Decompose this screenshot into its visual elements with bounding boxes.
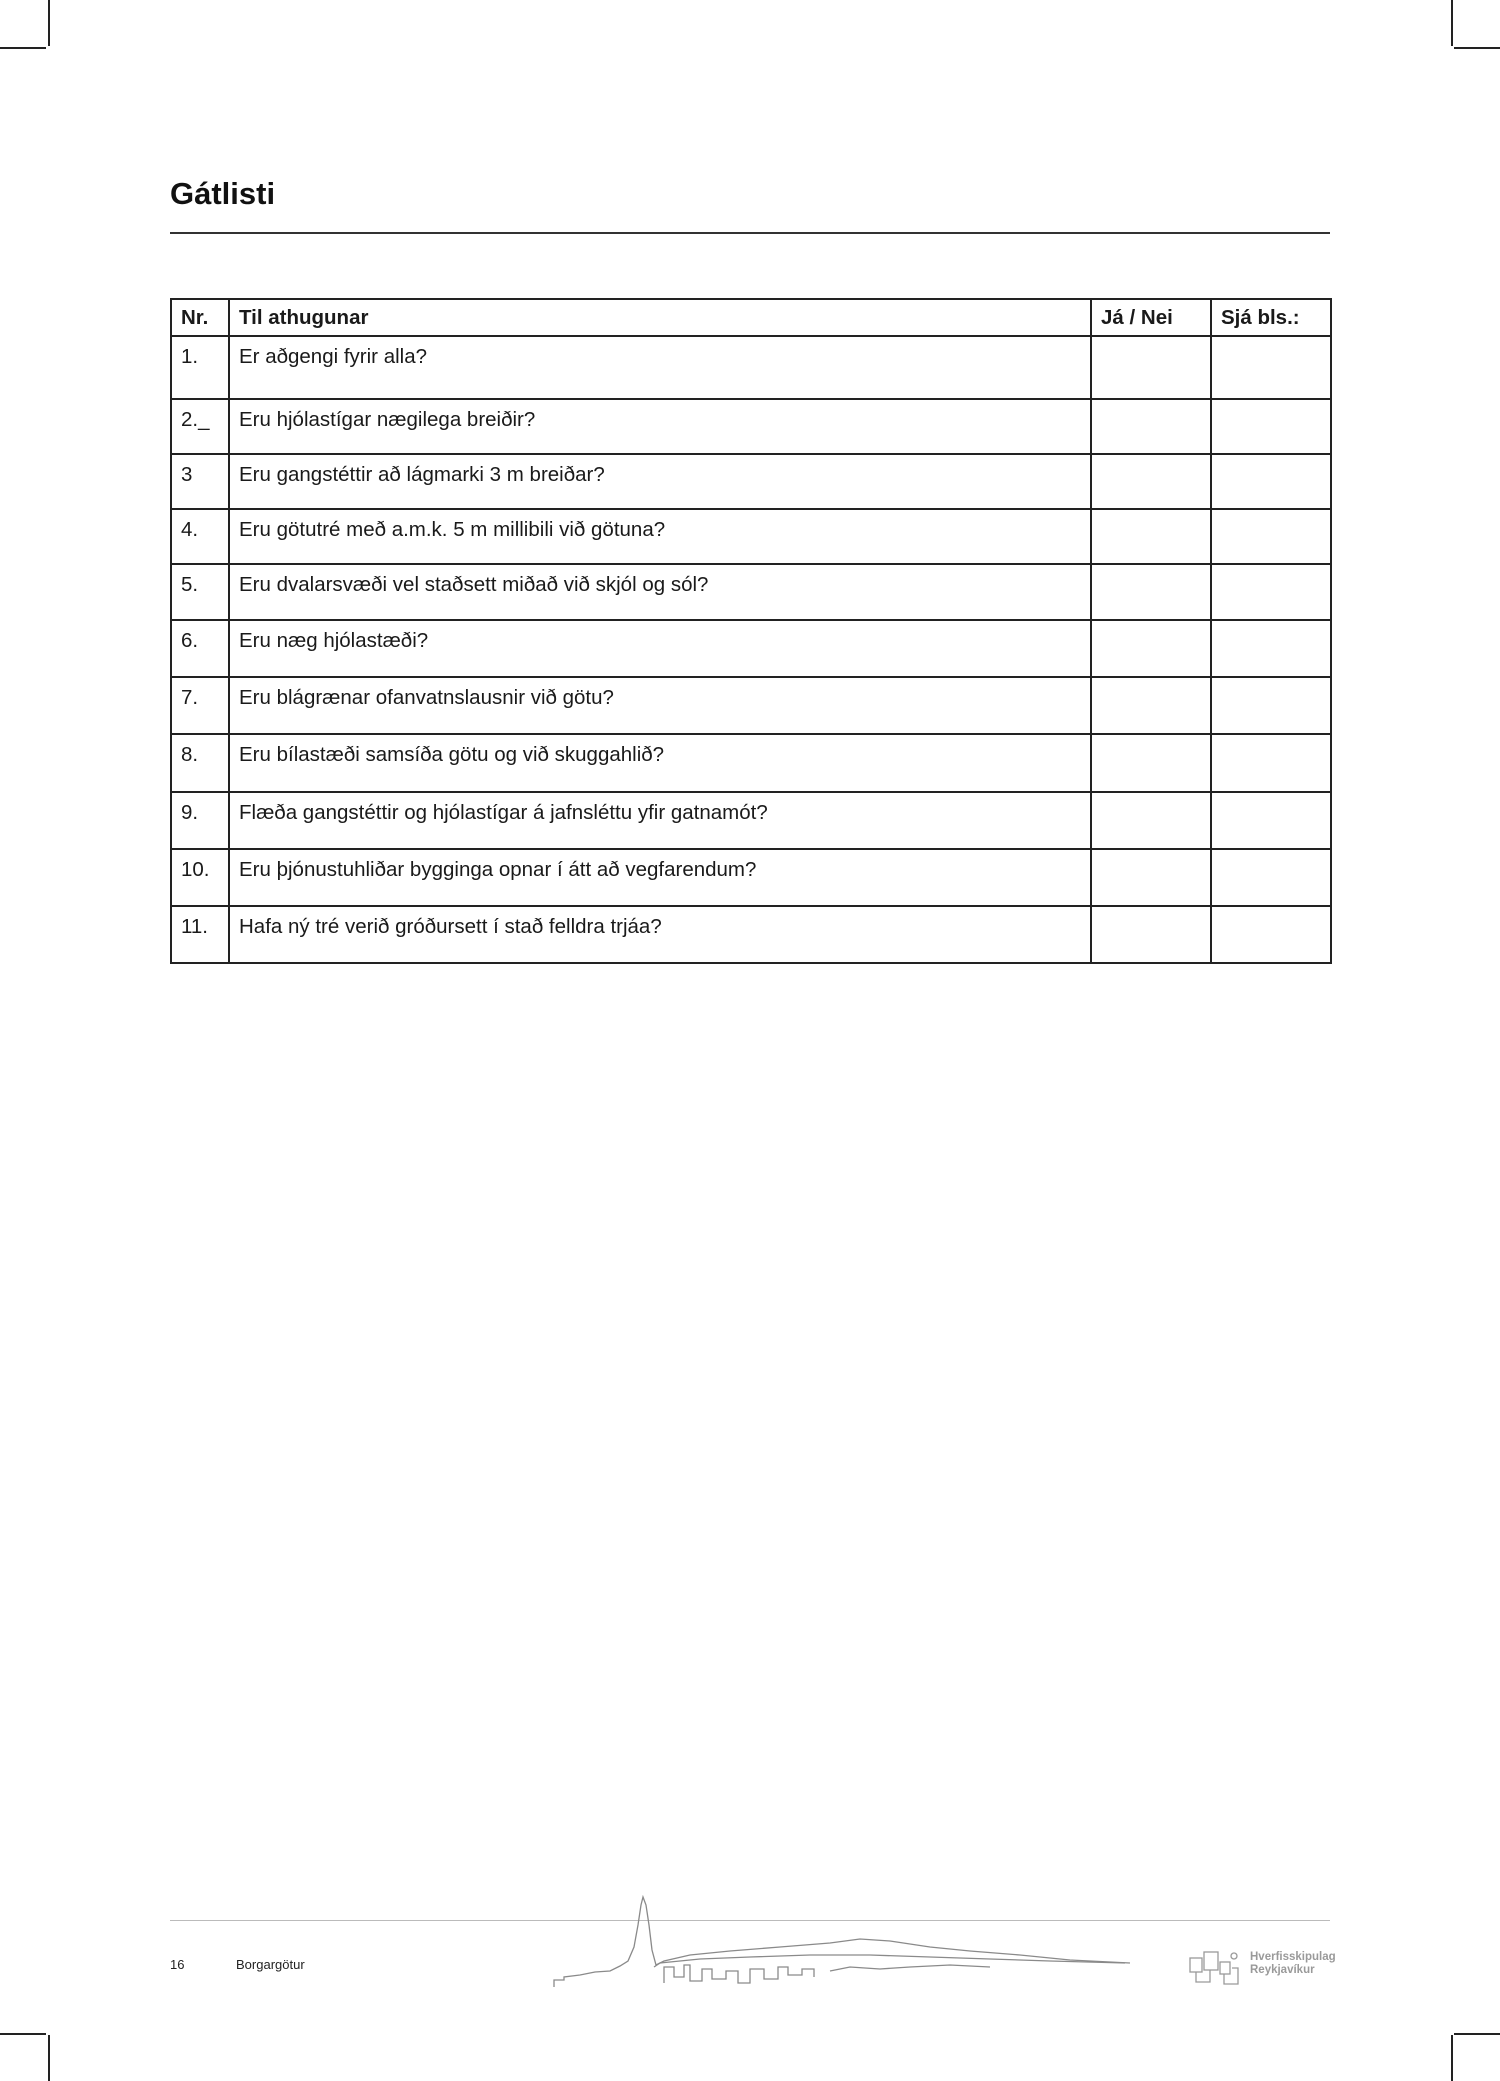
yes-no-cell[interactable] — [1091, 734, 1211, 792]
page-number: 16 — [170, 1957, 185, 1972]
row-number: 4. — [171, 509, 229, 564]
see-page-cell[interactable] — [1211, 620, 1331, 677]
yes-no-cell[interactable] — [1091, 399, 1211, 454]
table-header-row — [171, 299, 1331, 336]
see-page-cell[interactable] — [1211, 849, 1331, 906]
row-question: Eru gangstéttir að lágmarki 3 m breiðar? — [229, 454, 1091, 509]
row-number: 3 — [171, 454, 229, 509]
row-question: Eru næg hjólastæði? — [229, 620, 1091, 677]
page-title: Gátlisti — [170, 176, 276, 211]
crop-mark — [1454, 47, 1500, 49]
table-row — [171, 509, 1331, 564]
row-number: 5. — [171, 564, 229, 620]
row-question: Eru þjónustuhliðar bygginga opnar í átt að vegfarendum? — [229, 849, 1091, 906]
brand-line-2: Reykjavíkur — [1250, 1964, 1315, 1976]
yes-no-cell[interactable] — [1091, 792, 1211, 849]
header-nr: Nr. — [171, 299, 229, 336]
crop-mark — [48, 2035, 50, 2081]
yes-no-cell[interactable] — [1091, 620, 1211, 677]
row-number: 2. ̲ — [171, 399, 229, 454]
crop-mark — [1451, 0, 1453, 46]
row-number: 6. — [171, 620, 229, 677]
row-question: Flæða gangstéttir og hjólastígar á jafnsléttu yfir gatnamót? — [229, 792, 1091, 849]
table-row — [171, 849, 1331, 906]
crop-mark — [0, 2033, 46, 2035]
table-row — [171, 792, 1331, 849]
reykjavik-skyline-illustration-icon — [550, 1895, 1130, 1995]
see-page-cell[interactable] — [1211, 734, 1331, 792]
row-number: 10. — [171, 849, 229, 906]
see-page-cell[interactable] — [1211, 399, 1331, 454]
see-page-cell[interactable] — [1211, 509, 1331, 564]
yes-no-cell[interactable] — [1091, 564, 1211, 620]
table-row — [171, 399, 1331, 454]
header-question: Til athugunar — [229, 299, 1091, 336]
row-number: 7. — [171, 677, 229, 734]
row-number: 11. — [171, 906, 229, 963]
crop-mark — [1451, 2035, 1453, 2081]
table-row — [171, 906, 1331, 963]
brand-name — [1250, 1951, 1336, 1977]
see-page-cell[interactable] — [1211, 677, 1331, 734]
checklist-table — [170, 298, 1332, 964]
see-page-cell[interactable] — [1211, 454, 1331, 509]
row-question: Eru blágrænar ofanvatnslausnir við götu? — [229, 677, 1091, 734]
yes-no-cell[interactable] — [1091, 509, 1211, 564]
row-question: Eru dvalarsvæði vel staðsett miðað við skjól og sól? — [229, 564, 1091, 620]
see-page-cell[interactable] — [1211, 792, 1331, 849]
brand-line-1: Hverfisskipulag — [1250, 1951, 1336, 1963]
crop-mark — [1454, 2033, 1500, 2035]
yes-no-cell[interactable] — [1091, 454, 1211, 509]
see-page-cell[interactable] — [1211, 336, 1331, 399]
header-yes-no: Já / Nei — [1091, 299, 1211, 336]
header-see-page: Sjá bls.: — [1211, 299, 1331, 336]
crop-mark — [0, 47, 46, 49]
section-name: Borgargötur — [236, 1957, 305, 1972]
see-page-cell[interactable] — [1211, 906, 1331, 963]
title-divider — [170, 232, 1330, 234]
crop-mark — [48, 0, 50, 46]
row-number: 8. — [171, 734, 229, 792]
row-number: 1. — [171, 336, 229, 399]
row-question: Eru hjólastígar nægilega breiðir? — [229, 399, 1091, 454]
table-row — [171, 454, 1331, 509]
yes-no-cell[interactable] — [1091, 677, 1211, 734]
yes-no-cell[interactable] — [1091, 849, 1211, 906]
row-question: Eru bílastæði samsíða götu og við skuggahlið? — [229, 734, 1091, 792]
yes-no-cell[interactable] — [1091, 336, 1211, 399]
table-row — [171, 734, 1331, 792]
row-question: Eru götutré með a.m.k. 5 m millibili við götuna? — [229, 509, 1091, 564]
see-page-cell[interactable] — [1211, 564, 1331, 620]
row-number: 9. — [171, 792, 229, 849]
yes-no-cell[interactable] — [1091, 906, 1211, 963]
table-row — [171, 564, 1331, 620]
row-question: Er aðgengi fyrir alla? — [229, 336, 1091, 399]
table-row — [171, 620, 1331, 677]
hverfisskipulag-logo-icon — [1188, 1948, 1246, 1988]
table-row — [171, 336, 1331, 399]
row-question: Hafa ný tré verið gróðursett í stað felldra trjáa? — [229, 906, 1091, 963]
table-row — [171, 677, 1331, 734]
